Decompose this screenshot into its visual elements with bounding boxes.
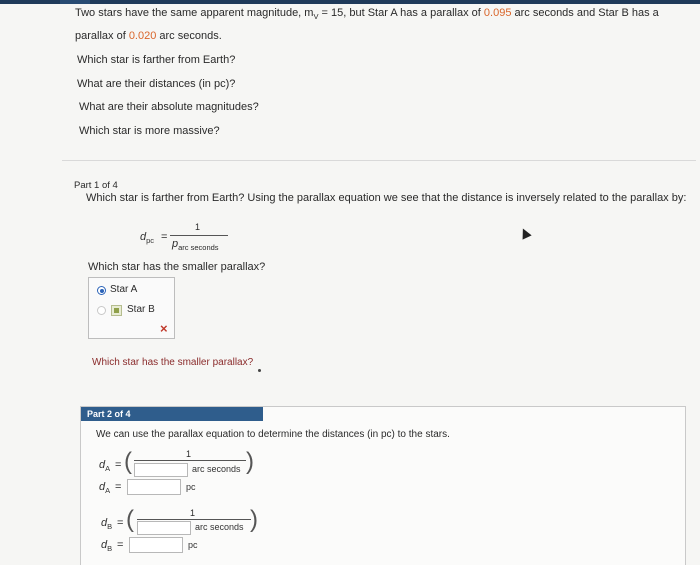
part1-question: Which star has the smaller parallax? — [88, 261, 266, 273]
unit-pc: pc — [186, 482, 196, 492]
top-bar — [0, 0, 700, 4]
eq-sub-a: A — [105, 464, 111, 474]
unit-pc: pc — [188, 540, 198, 550]
part1-label: Part 1 of 4 — [74, 180, 118, 191]
problem-text: arc seconds. — [156, 30, 222, 42]
magnitude-subscript: V — [313, 12, 319, 22]
tab-tutorial — [60, 0, 90, 4]
formula-den-sub: arc seconds — [178, 243, 219, 253]
left-paren: ( — [124, 448, 132, 475]
part1-intro: Which star is farther from Earth? Using the parallax equation we see that the distance is inversely related to the parallax by: — [86, 192, 687, 204]
problem-line-1 — [75, 7, 659, 21]
choice-image-icon — [111, 305, 122, 316]
incorrect-mark-icon: × — [160, 321, 168, 336]
eq-numerator: 1 — [186, 449, 192, 459]
eq-sub-b: B — [107, 522, 113, 532]
eq-numerator: 1 — [190, 508, 196, 518]
distance-a-input[interactable] — [127, 479, 181, 495]
question-1: Which star is farther from Earth? — [77, 54, 236, 66]
result-sub-b: B — [107, 544, 113, 554]
formula-numerator: 1 — [195, 222, 201, 232]
question-2: What are their distances (in pc)? — [77, 78, 236, 90]
question-3: What are their absolute magnitudes? — [79, 101, 259, 113]
unit-arc-seconds: arc seconds — [195, 522, 244, 532]
eq-equals: = — [115, 459, 122, 471]
part1-feedback: Which star has the smaller parallax? — [92, 357, 254, 368]
radio-unselected-icon[interactable] — [97, 306, 106, 315]
formula-equals: = — [161, 231, 168, 243]
formula-fraction-line — [170, 235, 228, 236]
eq-fraction-line — [134, 460, 246, 461]
unit-arc-seconds: arc seconds — [192, 464, 241, 474]
formula-denominator — [172, 238, 219, 252]
eq-lhs-da — [99, 459, 110, 473]
problem-text: = 15, but Star A has a parallax of — [318, 7, 484, 19]
problem-text: parallax of — [75, 30, 129, 42]
question-4: Which star is more massive? — [79, 125, 220, 137]
section-divider — [62, 160, 696, 161]
result-d: d — [101, 539, 108, 551]
part2-label: Part 2 of 4 — [81, 407, 263, 421]
formula-p: p — [172, 238, 179, 250]
eq-d: d — [99, 459, 106, 471]
distance-b-input[interactable] — [129, 537, 183, 553]
choice-label-star-b: Star B — [127, 304, 155, 315]
parallax-a-value: 0.095 — [483, 7, 512, 19]
parallax-b-value: 0.020 — [128, 30, 157, 42]
eq-equals: = — [117, 517, 124, 529]
right-paren: ) — [246, 448, 254, 475]
problem-text: arc seconds and Star B has a — [511, 7, 659, 19]
right-paren: ) — [250, 506, 258, 533]
result-lhs-da — [99, 481, 110, 495]
mouse-cursor-icon — [518, 226, 531, 239]
problem-text: Two stars have the same apparent magnitude, m — [75, 7, 314, 19]
formula-d: d — [140, 231, 147, 243]
result-sub-a: A — [105, 486, 111, 496]
eq-d: d — [101, 517, 108, 529]
eq-fraction-line — [137, 519, 251, 520]
formula-lhs — [140, 231, 154, 245]
problem-line-2 — [75, 30, 222, 42]
result-lhs-db — [101, 539, 112, 553]
part2-intro: We can use the parallax equation to determine the distances (in pc) to the stars. — [96, 429, 450, 440]
result-d: d — [99, 481, 106, 493]
parallax-a-input[interactable] — [134, 463, 188, 477]
radio-selected-icon[interactable] — [97, 286, 106, 295]
parallax-b-input[interactable] — [137, 521, 191, 535]
result-equals: = — [117, 539, 124, 551]
choice-label-star-a: Star A — [110, 284, 138, 295]
dot-marker — [258, 369, 261, 372]
eq-lhs-db — [101, 517, 112, 531]
left-paren: ( — [126, 506, 134, 533]
formula-lhs-sub: pc — [146, 236, 155, 246]
result-equals: = — [115, 481, 122, 493]
